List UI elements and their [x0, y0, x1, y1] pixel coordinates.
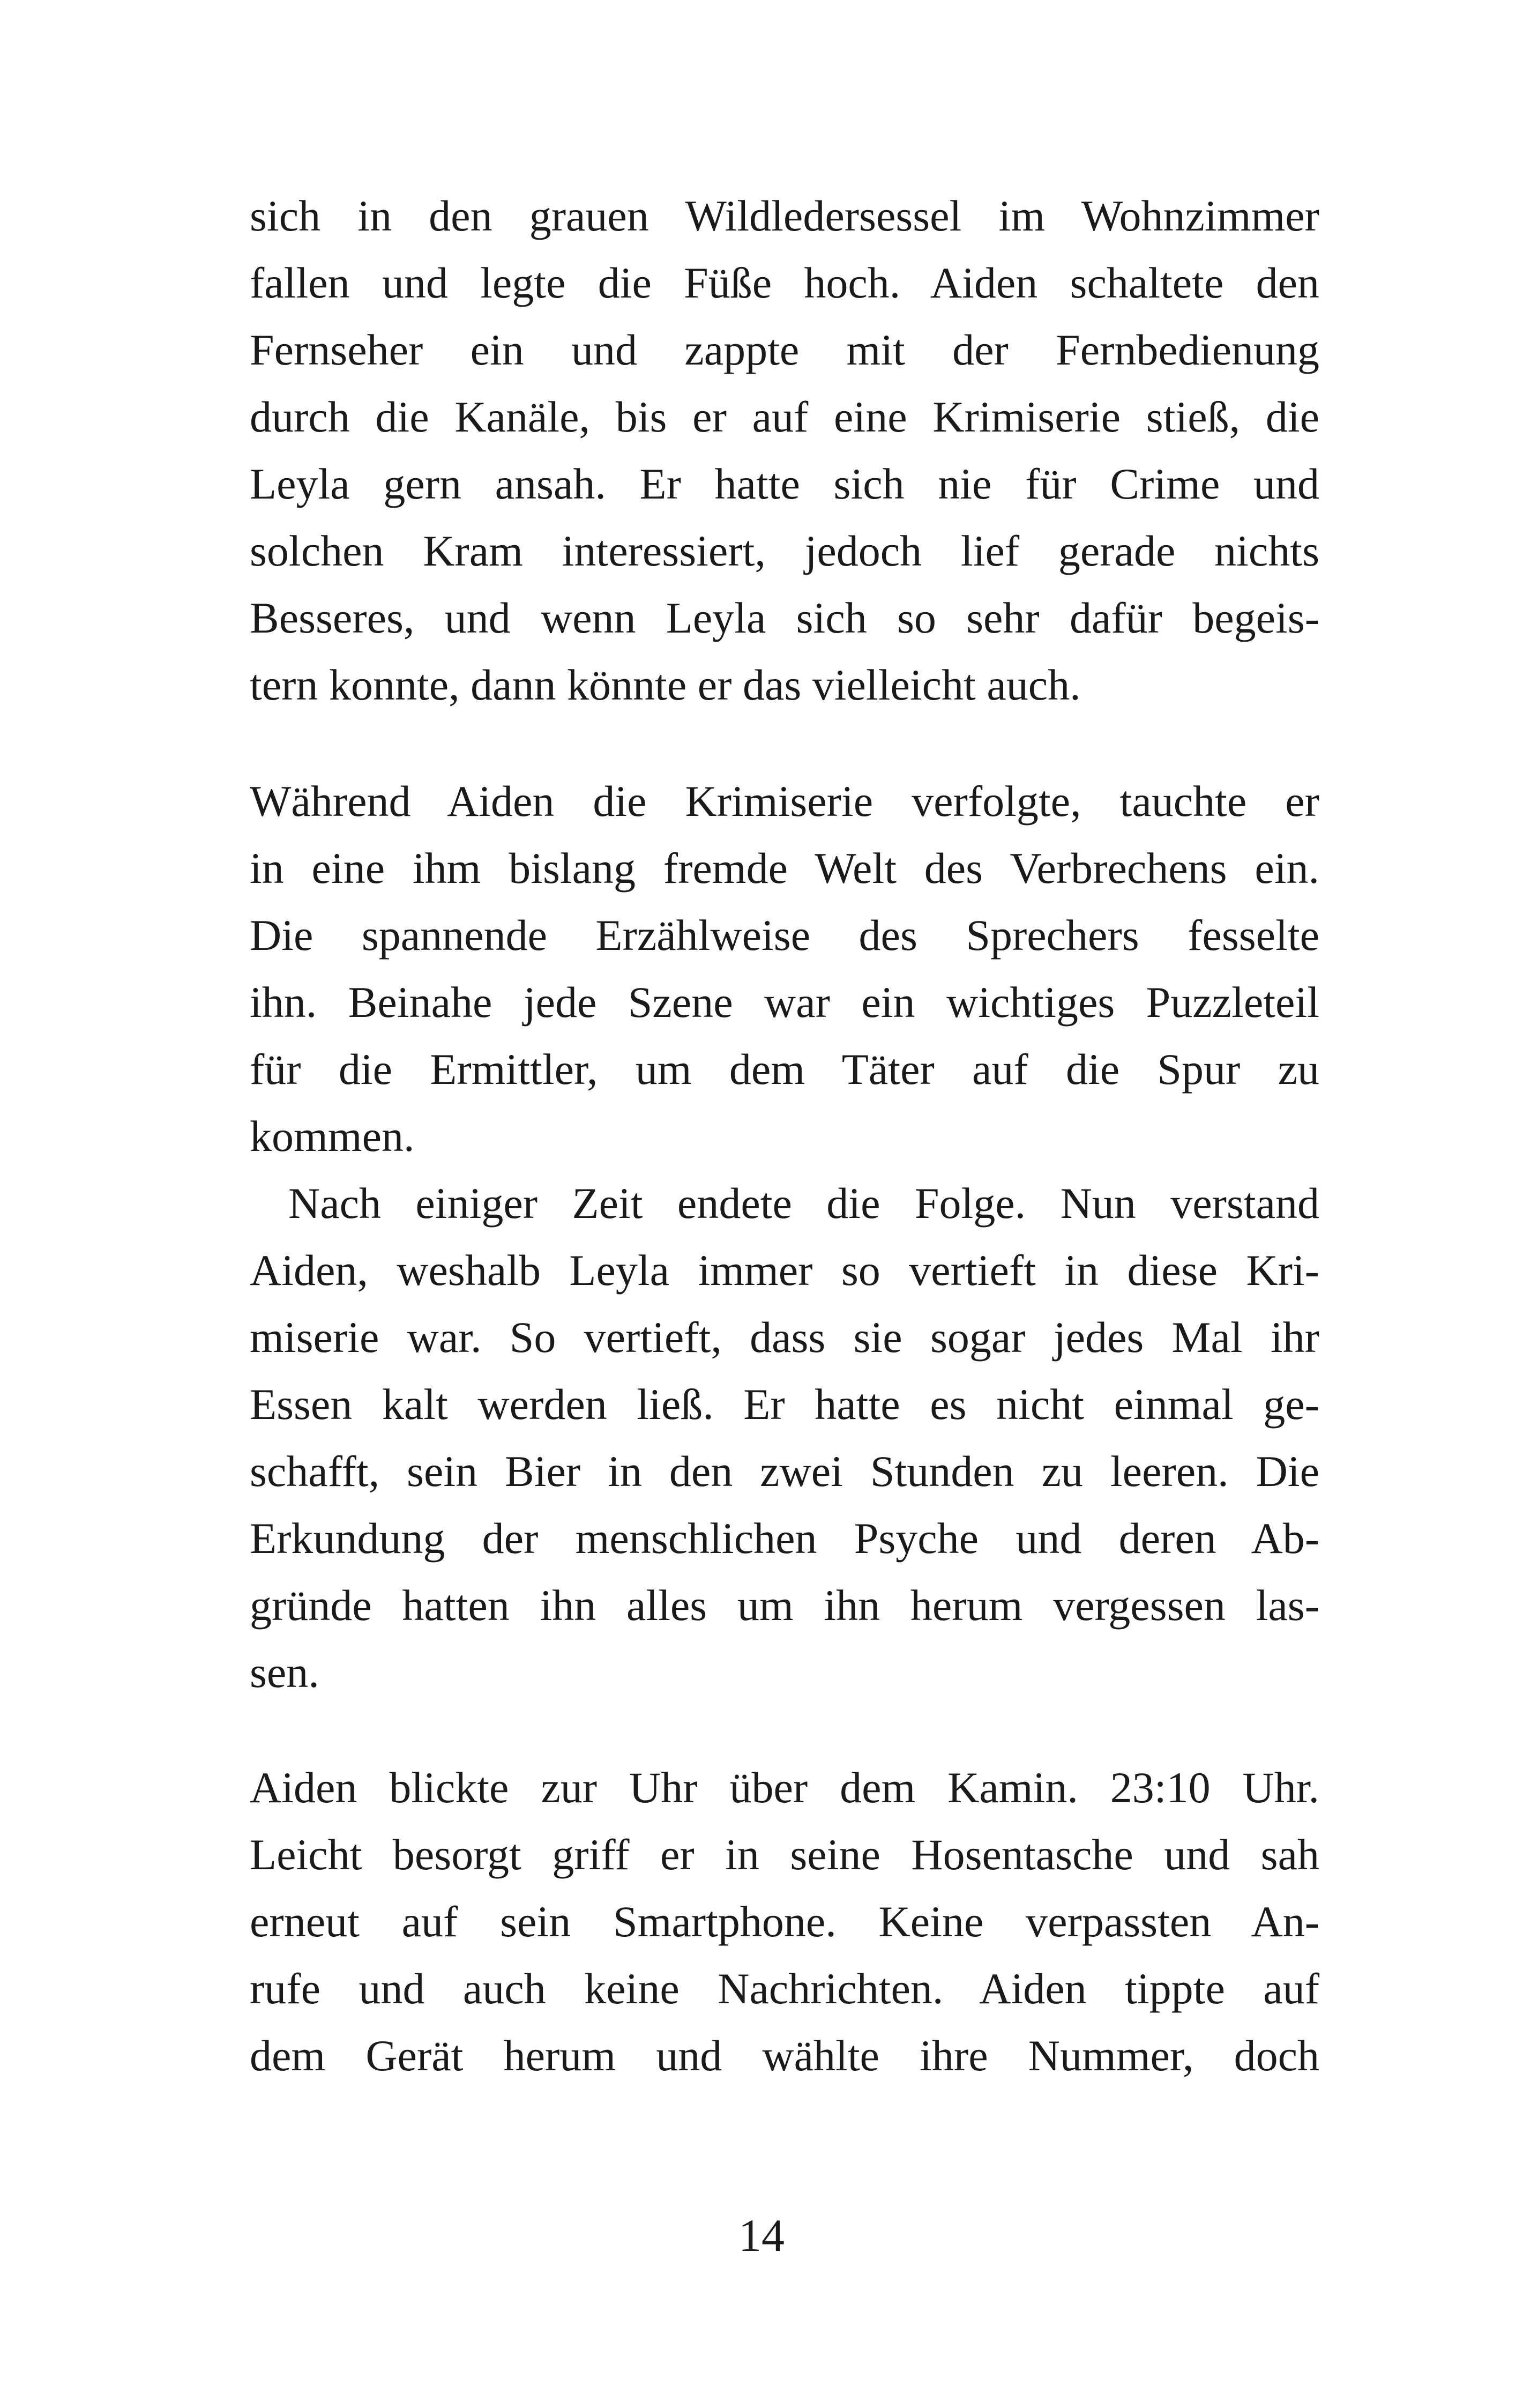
text-line: Aiden, weshalb Leyla immer so vertieft in diese Kri- — [250, 1246, 1319, 1295]
text-line: durch die Kanäle, bis er auf eine Krimiserie stieß, die — [250, 392, 1319, 441]
text-line: Die spannende Erzählweise des Sprechers fesselte — [250, 911, 1319, 960]
text-line: erneut auf sein Smartphone. Keine verpassten An- — [250, 1897, 1319, 1946]
text-line: Fernseher ein und zappte mit der Fernbedienung — [250, 325, 1319, 374]
text-line: Während Aiden die Krimiserie verfolgte, tauchte er — [250, 777, 1319, 826]
text-line: für die Ermittler, um dem Täter auf die Spur zu — [250, 1045, 1319, 1094]
text-line: Essen kalt werden ließ. Er hatte es nicht einmal ge- — [250, 1380, 1319, 1429]
text-line: Leicht besorgt griff er in seine Hosentasche und sah — [250, 1830, 1319, 1879]
text-line: tern konnte, dann könnte er das vielleicht auch. — [250, 660, 1081, 709]
text-line: dem Gerät herum und wählte ihre Nummer, doch — [250, 2031, 1319, 2080]
text-line: ihn. Beinahe jede Szene war ein wichtiges Puzzleteil — [250, 978, 1319, 1027]
text-line: miserie war. So vertieft, dass sie sogar jedes Mal ihr — [250, 1313, 1319, 1362]
paragraph — [250, 1170, 1319, 1706]
text-line: Erkundung der menschlichen Psyche und deren Ab- — [250, 1514, 1319, 1563]
text-line: schafft, sein Bier in den zwei Stunden zu leeren. Die — [250, 1447, 1319, 1496]
paragraph — [250, 182, 1319, 718]
text-line: Nach einiger Zeit endete die Folge. Nun verstand — [288, 1179, 1319, 1228]
text-line: sen. — [250, 1648, 319, 1697]
paragraph — [250, 768, 1319, 1170]
text-line: fallen und legte die Füße hoch. Aiden schaltete den — [250, 258, 1319, 307]
text-line: gründe hatten ihn alles um ihn herum vergessen las- — [250, 1581, 1319, 1630]
text-line: kommen. — [250, 1112, 415, 1161]
text-line: solchen Kram interessiert, jedoch lief gerade nichts — [250, 526, 1319, 575]
text-line: sich in den grauen Wildledersessel im Wohnzimmer — [250, 191, 1319, 240]
text-line: Leyla gern ansah. Er hatte sich nie für Crime und — [250, 459, 1319, 508]
page-number: 14 — [738, 2210, 785, 2261]
paragraph — [250, 1754, 1319, 2089]
text-line: Aiden blickte zur Uhr über dem Kamin. 23:10 Uhr. — [250, 1763, 1319, 1812]
text-line: in eine ihm bislang fremde Welt des Verbrechens ein. — [250, 844, 1319, 893]
text-line: Besseres, und wenn Leyla sich so sehr dafür begeis- — [250, 593, 1319, 642]
text-line: rufe und auch keine Nachrichten. Aiden tippte auf — [250, 1964, 1319, 2013]
